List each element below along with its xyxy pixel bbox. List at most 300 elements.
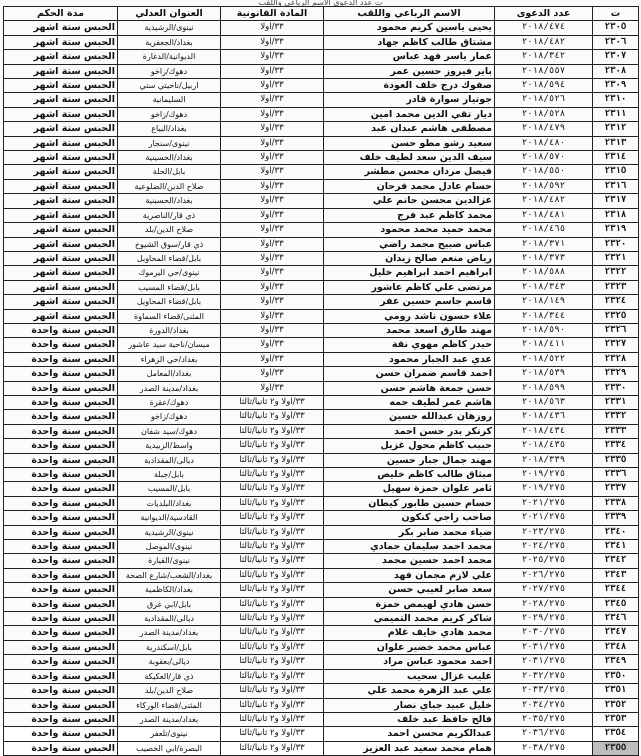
cell-full-name: عزالدين محسن حاتم علي	[324, 194, 495, 208]
cell-seq: ٢٣٠٦	[593, 35, 639, 49]
cell-sentence-duration: الحبس ستة اشهر	[4, 165, 118, 179]
cell-sentence-duration: الحبس سنة واحدة	[4, 741, 118, 755]
cell-judicial-address: بغداد/البياع	[118, 122, 221, 136]
table-row	[4, 79, 639, 93]
cell-sentence-duration: الحبس سنة واحدة	[4, 424, 118, 438]
cell-judicial-address: دهوك/زاخو	[118, 64, 221, 78]
cell-full-name: غليب غزال سحيب	[324, 669, 495, 683]
table-row	[4, 165, 639, 179]
cell-judicial-address: نينوى/الرشيدية	[118, 525, 221, 539]
cell-sentence-duration: الحبس ستة اشهر	[4, 280, 118, 294]
cell-case-number: ٢٠١٨/٥٣٩	[495, 367, 593, 381]
cell-sentence-duration: الحبس ستة اشهر	[4, 194, 118, 208]
table-row	[4, 280, 639, 294]
cell-sentence-duration: الحبس ستة اشهر	[4, 208, 118, 222]
cell-case-number: ٢٠١٩/٢٧٥	[495, 468, 593, 482]
cell-case-number: ٢٠١٨/٣٧١	[495, 237, 593, 251]
table-row	[4, 554, 639, 568]
cell-judicial-address: ذي قار/سوق الشيوخ	[118, 237, 221, 251]
table-row	[4, 496, 639, 510]
cell-legal-article: ٣٣/اولا	[221, 179, 324, 193]
cell-sentence-duration: الحبس سنة واحدة	[4, 669, 118, 683]
cell-legal-article: ٣٣/اولا و٢ ثانيا/ثالثا	[221, 640, 324, 654]
cell-legal-article: ٣٣/اولا	[221, 338, 324, 352]
cell-sentence-duration: الحبس سنة واحدة	[4, 684, 118, 698]
cell-seq: ٢٣٤٤	[593, 583, 639, 597]
cell-legal-article: ٣٣/اولا	[221, 208, 324, 222]
cell-full-name: احمد قاسم ضمران حسن	[324, 367, 495, 381]
cell-case-number: ٢٠١٨/٣٤٤	[495, 309, 593, 323]
cell-legal-article: ٣٣/اولا و٢ ثانيا/ثالثا	[221, 597, 324, 611]
cell-sentence-duration: الحبس ستة اشهر	[4, 79, 118, 93]
cell-judicial-address: نينوى/الرشيدية	[118, 21, 221, 35]
cell-sentence-duration: الحبس سنة واحدة	[4, 612, 118, 626]
cell-sentence-duration: الحبس سنة واحدة	[4, 626, 118, 640]
cell-case-number: ٢٠١٨/٤٨١	[495, 208, 593, 222]
cell-full-name: علي لازم مجمان فهد	[324, 568, 495, 582]
cell-case-number: ٢٠٣٠/٢٧٥	[495, 626, 593, 640]
table-row	[4, 439, 639, 453]
cell-case-number: ٢٠١٨/٥٩٠	[495, 323, 593, 337]
cell-sentence-duration: الحبس ستة اشهر	[4, 295, 118, 309]
cell-case-number: ٢٠٢٣/٢٧٥	[495, 525, 593, 539]
table-row	[4, 583, 639, 597]
cell-judicial-address: بغداد/مدينة الصدر	[118, 381, 221, 395]
header-legal-article: المادة القانونية	[221, 7, 324, 21]
table-row	[4, 237, 639, 251]
cell-judicial-address: بغداد/الكاظمية	[118, 583, 221, 597]
cell-sentence-duration: الحبس سنة واحدة	[4, 395, 118, 409]
cell-sentence-duration: الحبس سنة واحدة	[4, 540, 118, 554]
cell-seq: ٢٣١٧	[593, 194, 639, 208]
cell-case-number: ٢٠٢٩/٢٧٥	[495, 612, 593, 626]
cell-legal-article: ٣٣/اولا	[221, 122, 324, 136]
cell-judicial-address: البصرة/ابي الخصيب	[118, 741, 221, 755]
cell-full-name: مشتاق طالب كاظم جهاد	[324, 35, 495, 49]
cell-case-number: ٢٠١٨/٥٢٢	[495, 352, 593, 366]
cell-full-name: صاحب راجي كنكون	[324, 511, 495, 525]
cell-seq: ٢٣٥٠	[593, 669, 639, 683]
cell-seq: ٢٣٢٨	[593, 352, 639, 366]
table-row	[4, 712, 639, 726]
cell-judicial-address: السليمانية	[118, 93, 221, 107]
cell-judicial-address: واسط/الزبيدية	[118, 439, 221, 453]
table-row	[4, 669, 639, 683]
cell-judicial-address: بغداد/الحسينية	[118, 151, 221, 165]
cell-seq: ٢٣٣٢	[593, 410, 639, 424]
cell-full-name: محمد احمد سليمان حمادي	[324, 540, 495, 554]
cell-judicial-address: بابل/قضاء المسيب	[118, 280, 221, 294]
table-header-row	[4, 7, 639, 21]
table-row	[4, 295, 639, 309]
table-row	[4, 381, 639, 395]
cell-judicial-address: بغداد/الحسينية	[118, 194, 221, 208]
cell-legal-article: ٣٣/اولا و٢ ثانيا/ثالثا	[221, 525, 324, 539]
cell-case-number: ٢٠١٨/٥٧٠	[495, 151, 593, 165]
cell-full-name: سعيد رشو مطو حسن	[324, 136, 495, 150]
table-row	[4, 194, 639, 208]
cell-judicial-address: دهوك/عقرة	[118, 395, 221, 409]
table-row	[4, 597, 639, 611]
table-row	[4, 468, 639, 482]
cell-seq: ٢٣٥٢	[593, 698, 639, 712]
cell-sentence-duration: الحبس سنة واحدة	[4, 597, 118, 611]
cell-case-number: ٢٠١٨/١٤٩	[495, 295, 593, 309]
cell-judicial-address: المثنى/قضاء السماوة	[118, 309, 221, 323]
cell-legal-article: ٣٣/اولا و٢ ثانيا/ثالثا	[221, 626, 324, 640]
cell-full-name: يحيى ياسين كريم محمود	[324, 21, 495, 35]
cell-legal-article: ٣٣/اولا	[221, 309, 324, 323]
cell-judicial-address: بغداد/مدينة الصدر	[118, 712, 221, 726]
table-row	[4, 453, 639, 467]
table-row	[4, 35, 639, 49]
cell-full-name: حسام عادل محمد فرحان	[324, 179, 495, 193]
cell-sentence-duration: الحبس سنة واحدة	[4, 367, 118, 381]
cell-full-name: سعد صابر لعيبي حسن	[324, 583, 495, 597]
cell-seq: ٢٣١٥	[593, 165, 639, 179]
cell-seq: ٢٣٢٣	[593, 280, 639, 294]
cell-seq: ٢٣٥٥	[593, 741, 639, 755]
cell-case-number: ٢٠٣٢/٢٧٥	[495, 669, 593, 683]
cell-case-number: ٢٠٣٥/٢٧٥	[495, 712, 593, 726]
table-row	[4, 107, 639, 121]
cell-sentence-duration: الحبس سنة واحدة	[4, 453, 118, 467]
cell-full-name: حسن جمعة هاشم حسن	[324, 381, 495, 395]
table-row	[4, 626, 639, 640]
cell-legal-article: ٣٣/اولا	[221, 165, 324, 179]
cell-judicial-address: بابل/ابي غرق	[118, 597, 221, 611]
cell-seq: ٢٣٠٨	[593, 64, 639, 78]
cell-legal-article: ٣٣/اولا و٢ ثانيا/ثالثا	[221, 712, 324, 726]
cell-seq: ٢٣٢٤	[593, 295, 639, 309]
cell-case-number: ٢٠٢١/٢٧٥	[495, 511, 593, 525]
cell-full-name: ثامر علوان حمزة سهيل	[324, 482, 495, 496]
cell-judicial-address: ذي قار/العكيكة	[118, 669, 221, 683]
cell-sentence-duration: الحبس سنة واحدة	[4, 338, 118, 352]
cell-sentence-duration: الحبس ستة اشهر	[4, 223, 118, 237]
cell-seq: ٢٣٥٤	[593, 727, 639, 741]
cell-sentence-duration: الحبس ستة اشهر	[4, 251, 118, 265]
cell-sentence-duration: الحبس ستة اشهر	[4, 64, 118, 78]
cell-sentence-duration: الحبس سنة واحدة	[4, 583, 118, 597]
cell-seq: ٢٣٥١	[593, 684, 639, 698]
table-row	[4, 352, 639, 366]
cell-legal-article: ٣٣/اولا	[221, 21, 324, 35]
table-row	[4, 64, 639, 78]
cell-seq: ٢٣٥٣	[593, 712, 639, 726]
cell-seq: ٢٣٢٠	[593, 237, 639, 251]
cell-case-number: ٢٠١٨/٤٧٤	[495, 21, 593, 35]
cell-case-number: ٢٠٣١/٢٧٥	[495, 655, 593, 669]
table-row	[4, 741, 639, 755]
cell-full-name: روزهان عبدالله حسين	[324, 410, 495, 424]
table-row	[4, 640, 639, 654]
cell-full-name: حبيب كاظم محول غزيل	[324, 439, 495, 453]
cell-seq: ٢٣٣٨	[593, 496, 639, 510]
cell-full-name: علاء حسون ناشد رومي	[324, 309, 495, 323]
cell-legal-article: ٣٣/اولا و٢ ثانيا/ثالثا	[221, 468, 324, 482]
cell-full-name: ابراهيم احمد ابراهيم خليل	[324, 266, 495, 280]
cell-legal-article: ٣٣/اولا	[221, 323, 324, 337]
table-row	[4, 395, 639, 409]
cell-sentence-duration: الحبس ستة اشهر	[4, 50, 118, 64]
cell-case-number: ٢٠١٨/٤٧٩	[495, 122, 593, 136]
table-row	[4, 655, 639, 669]
cell-sentence-duration: الحبس سنة واحدة	[4, 381, 118, 395]
table-row	[4, 684, 639, 698]
cell-case-number: ٢٠٣٣/٢٧٥	[495, 684, 593, 698]
table-row	[4, 612, 639, 626]
cell-sentence-duration: الحبس سنة واحدة	[4, 439, 118, 453]
table-row	[4, 482, 639, 496]
cell-judicial-address: ديالى/المقدادية	[118, 612, 221, 626]
cell-legal-article: ٣٣/اولا و٢ ثانيا/ثالثا	[221, 439, 324, 453]
cell-legal-article: ٣٣/اولا	[221, 151, 324, 165]
cell-full-name: عبدالكريم محسن احمد	[324, 727, 495, 741]
cell-full-name: قاسم جاسم حسين عفر	[324, 295, 495, 309]
cell-sentence-duration: الحبس سنة واحدة	[4, 410, 118, 424]
cell-case-number: ٢٠١٨/٣٤٢	[495, 50, 593, 64]
cell-judicial-address: بغداد/المعامل	[118, 367, 221, 381]
top-caption: ت عدد الدعوى الاسم الرباعي واللقب	[258, 0, 383, 6]
cell-legal-article: ٣٣/اولا و٢ ثانيا/ثالثا	[221, 482, 324, 496]
cell-legal-article: ٣٣/اولا	[221, 280, 324, 294]
cell-case-number: ٢٠١٨/٣٤٣	[495, 280, 593, 294]
cell-judicial-address: بغداد/حي الزهراء	[118, 352, 221, 366]
cell-sentence-duration: الحبس سنة واحدة	[4, 323, 118, 337]
cell-sentence-duration: الحبس ستة اشهر	[4, 21, 118, 35]
table-row	[4, 338, 639, 352]
cell-full-name: محمد احمد حسين محمد	[324, 554, 495, 568]
cell-legal-article: ٣٣/اولا و٢ ثانيا/ثالثا	[221, 410, 324, 424]
table-row	[4, 525, 639, 539]
cell-legal-article: ٣٣/اولا	[221, 381, 324, 395]
cell-case-number: ٢٠١٩/٢٧٥	[495, 482, 593, 496]
table-row	[4, 540, 639, 554]
cell-case-number: ٢٠١٨/٥٨٨	[495, 266, 593, 280]
cell-full-name: هاشم عمر لطيف حمه	[324, 395, 495, 409]
cell-full-name: خليل عبيد جباي نصار	[324, 698, 495, 712]
cell-legal-article: ٣٣/اولا و٢ ثانيا/ثالثا	[221, 727, 324, 741]
cell-legal-article: ٣٣/اولا و٢ ثانيا/ثالثا	[221, 612, 324, 626]
cell-legal-article: ٣٣/اولا و٢ ثانيا/ثالثا	[221, 554, 324, 568]
cell-case-number: ٢٠٣١/٢٧٥	[495, 640, 593, 654]
table-row	[4, 424, 639, 438]
cell-legal-article: ٣٣/اولا	[221, 251, 324, 265]
cell-seq: ٢٣٣٤	[593, 439, 639, 453]
cell-legal-article: ٣٣/اولا و٢ ثانيا/ثالثا	[221, 741, 324, 755]
cell-case-number: ٢٠١٨/٤٨٢	[495, 194, 593, 208]
cell-legal-article: ٣٣/اولا و٢ ثانيا/ثالثا	[221, 568, 324, 582]
cell-case-number: ٢٠١٨/٣٣٩	[495, 453, 593, 467]
cell-full-name: حسن هادي لهيمص حمزة	[324, 597, 495, 611]
cell-legal-article: ٣٣/اولا و٢ ثانيا/ثالثا	[221, 496, 324, 510]
cell-sentence-duration: الحبس سنة واحدة	[4, 468, 118, 482]
cell-seq: ٢٣٤٧	[593, 626, 639, 640]
cell-legal-article: ٣٣/اولا	[221, 64, 324, 78]
header-case-number: عدد الدعوى	[495, 7, 593, 21]
cell-full-name: صفوك درج خلف العودة	[324, 79, 495, 93]
cell-full-name: جوتيار سوارة قادر	[324, 93, 495, 107]
table-row	[4, 568, 639, 582]
cell-judicial-address: ديالى/المقدادية	[118, 453, 221, 467]
cell-sentence-duration: الحبس ستة اشهر	[4, 93, 118, 107]
cell-sentence-duration: الحبس سنة واحدة	[4, 640, 118, 654]
cell-seq: ٢٣٤٥	[593, 597, 639, 611]
table-row	[4, 309, 639, 323]
table-row	[4, 208, 639, 222]
cell-legal-article: ٣٣/اولا	[221, 35, 324, 49]
cell-legal-article: ٣٣/اولا	[221, 194, 324, 208]
cell-case-number: ٢٠٢٦/٢٧٥	[495, 568, 593, 582]
cell-legal-article: ٣٣/اولا و٢ ثانيا/ثالثا	[221, 669, 324, 683]
cell-full-name: ديار تقي الدين محمد امين	[324, 107, 495, 121]
cell-legal-article: ٣٣/اولا	[221, 107, 324, 121]
cell-sentence-duration: الحبس سنة واحدة	[4, 525, 118, 539]
cell-case-number: ٢٠١٨/٥٩٢	[495, 179, 593, 193]
cell-case-number: ٢٠١٨/٣٧٣	[495, 251, 593, 265]
cell-seq: ٢٣١٦	[593, 179, 639, 193]
cell-legal-article: ٣٣/اولا و٢ ثانيا/ثالثا	[221, 684, 324, 698]
cell-judicial-address: صلاح الدين/الضلوعية	[118, 179, 221, 193]
cell-case-number: ٢٠٣٦/٢٧٥	[495, 727, 593, 741]
cell-legal-article: ٣٣/اولا و٢ ثانيا/ثالثا	[221, 540, 324, 554]
cell-full-name: مرتضى علي كاظم عاشور	[324, 280, 495, 294]
cell-full-name: عباس محمد خضير علوان	[324, 640, 495, 654]
header-sentence-duration: مدة الحكم	[4, 7, 118, 21]
cell-judicial-address: بغداد/الشعب/شارع الصحة	[118, 568, 221, 582]
cell-full-name: عدي عبد الجبار محمود	[324, 352, 495, 366]
cell-case-number: ٢٠٢٧/٢٧٥	[495, 583, 593, 597]
cell-judicial-address: ديالى/بعقوبة	[118, 655, 221, 669]
cell-seq: ٢٣١٨	[593, 208, 639, 222]
cell-legal-article: ٣٣/اولا	[221, 136, 324, 150]
cell-full-name: حيدر كاظم مهوي نقة	[324, 338, 495, 352]
table-row	[4, 698, 639, 712]
cell-seq: ٢٣٢٥	[593, 309, 639, 323]
cell-legal-article: ٣٣/اولا و٢ ثانيا/ثالثا	[221, 655, 324, 669]
cell-full-name: فالح حافظ عبد خلف	[324, 712, 495, 726]
cell-full-name: علي عبد الزهرة محمد علي	[324, 684, 495, 698]
table-row	[4, 223, 639, 237]
table-row	[4, 266, 639, 280]
cell-seq: ٢٣٤٩	[593, 655, 639, 669]
table-row	[4, 323, 639, 337]
cell-seq: ٢٣١٤	[593, 151, 639, 165]
table-row	[4, 511, 639, 525]
cell-judicial-address: نينوى/تلعفر	[118, 727, 221, 741]
cell-judicial-address: بغداد/الدورة	[118, 323, 221, 337]
cell-seq: ٢٣١٢	[593, 122, 639, 136]
cell-case-number: ٢٠٣٨/٢٧٥	[495, 741, 593, 755]
table-row	[4, 122, 639, 136]
cell-judicial-address: القادسية/الديوانية	[118, 511, 221, 525]
cell-sentence-duration: الحبس ستة اشهر	[4, 237, 118, 251]
cell-legal-article: ٣٣/اولا	[221, 237, 324, 251]
cell-sentence-duration: الحبس سنة واحدة	[4, 655, 118, 669]
cell-case-number: ٢٠١٨/٤١١	[495, 338, 593, 352]
cell-judicial-address: صلاح الدين/بلد	[118, 223, 221, 237]
table-row	[4, 151, 639, 165]
cell-full-name: همام محمد سعيد عبد العزيز	[324, 741, 495, 755]
cell-legal-article: ٣٣/اولا	[221, 266, 324, 280]
cell-seq: ٢٣٤٣	[593, 568, 639, 582]
cell-seq: ٢٣٤٦	[593, 612, 639, 626]
cell-case-number: ٢٠١٨/٥٦٣	[495, 395, 593, 409]
cell-legal-article: ٣٣/اولا	[221, 367, 324, 381]
cell-full-name: مهند جمال جبار حسين	[324, 453, 495, 467]
cell-judicial-address: بابل/المسيب	[118, 482, 221, 496]
cell-judicial-address: نينوى/حي اليرموك	[118, 266, 221, 280]
cell-seq: ٢٣٢٦	[593, 323, 639, 337]
cell-full-name: ميثاق طالب كاظم خليص	[324, 468, 495, 482]
cell-case-number: ٢٠٢١/٢٧٥	[495, 496, 593, 510]
cell-case-number: ٢٠١٨/٤٣٤	[495, 424, 593, 438]
cell-legal-article: ٣٣/اولا و٢ ثانيا/ثالثا	[221, 583, 324, 597]
header-seq: ت	[593, 7, 639, 21]
cell-full-name: عمار ياسر فهد عباس	[324, 50, 495, 64]
cell-sentence-duration: الحبس ستة اشهر	[4, 107, 118, 121]
cell-sentence-duration: الحبس سنة واحدة	[4, 727, 118, 741]
header-judicial-address: العنوان العدلي	[118, 7, 221, 21]
cell-legal-article: ٣٣/اولا	[221, 79, 324, 93]
cell-judicial-address: بابل/اسكندرية	[118, 640, 221, 654]
table-row	[4, 727, 639, 741]
cell-case-number: ٢٠١٨/٥٥٧	[495, 64, 593, 78]
table-row	[4, 50, 639, 64]
cell-judicial-address: ميسان/ناحية سيد عاشور	[118, 338, 221, 352]
cell-seq: ٢٣٣٩	[593, 511, 639, 525]
table-row	[4, 179, 639, 193]
cell-sentence-duration: الحبس سنة واحدة	[4, 712, 118, 726]
cell-judicial-address: بابل/الحلة	[118, 165, 221, 179]
table-row	[4, 136, 639, 150]
cell-judicial-address: دهوك/زاخو	[118, 107, 221, 121]
cell-case-number: ٢٠١٨/٥٩٩	[495, 381, 593, 395]
cell-seq: ٢٣٣٣	[593, 424, 639, 438]
cell-sentence-duration: الحبس ستة اشهر	[4, 266, 118, 280]
cell-case-number: ٢٠٣٤/٢٧٥	[495, 698, 593, 712]
cell-seq: ٢٣٣٦	[593, 468, 639, 482]
cell-full-name: عباس صبيح محمد راضي	[324, 237, 495, 251]
cell-legal-article: ٣٣/اولا	[221, 223, 324, 237]
cell-sentence-duration: الحبس ستة اشهر	[4, 122, 118, 136]
cell-judicial-address: المثنى/قضاء الوركاء	[118, 698, 221, 712]
cell-case-number: ٢٠١٨/٤٣٥	[495, 439, 593, 453]
table-row	[4, 367, 639, 381]
cell-full-name: مهند طارق اسعد محمد	[324, 323, 495, 337]
cell-seq: ٢٣١١	[593, 107, 639, 121]
table-row	[4, 93, 639, 107]
cell-legal-article: ٣٣/اولا	[221, 93, 324, 107]
cell-seq: ٢٣٣٥	[593, 453, 639, 467]
cell-seq: ٢٣٢١	[593, 251, 639, 265]
table-body	[4, 21, 639, 756]
cell-judicial-address: بابل/قضاء المحاويل	[118, 295, 221, 309]
cell-case-number: ٢٠١٨/٤٨٢	[495, 35, 593, 49]
cell-judicial-address: دهوك/زاخو	[118, 410, 221, 424]
cell-legal-article: ٣٣/اولا	[221, 50, 324, 64]
cell-case-number: ٢٠٢٤/٢٧٥	[495, 540, 593, 554]
cell-case-number: ٢٠١٨/٥٥٠	[495, 165, 593, 179]
cell-sentence-duration: الحبس ستة اشهر	[4, 35, 118, 49]
header-full-name: الاسم الرباعي واللقب	[324, 7, 495, 21]
cell-sentence-duration: الحبس سنة واحدة	[4, 568, 118, 582]
cell-judicial-address: بابل/قضاء المحاويل	[118, 251, 221, 265]
cell-judicial-address: الديوانية/الدغارة	[118, 50, 221, 64]
cell-sentence-duration: الحبس ستة اشهر	[4, 136, 118, 150]
cell-judicial-address: نينوى/القيارة	[118, 554, 221, 568]
